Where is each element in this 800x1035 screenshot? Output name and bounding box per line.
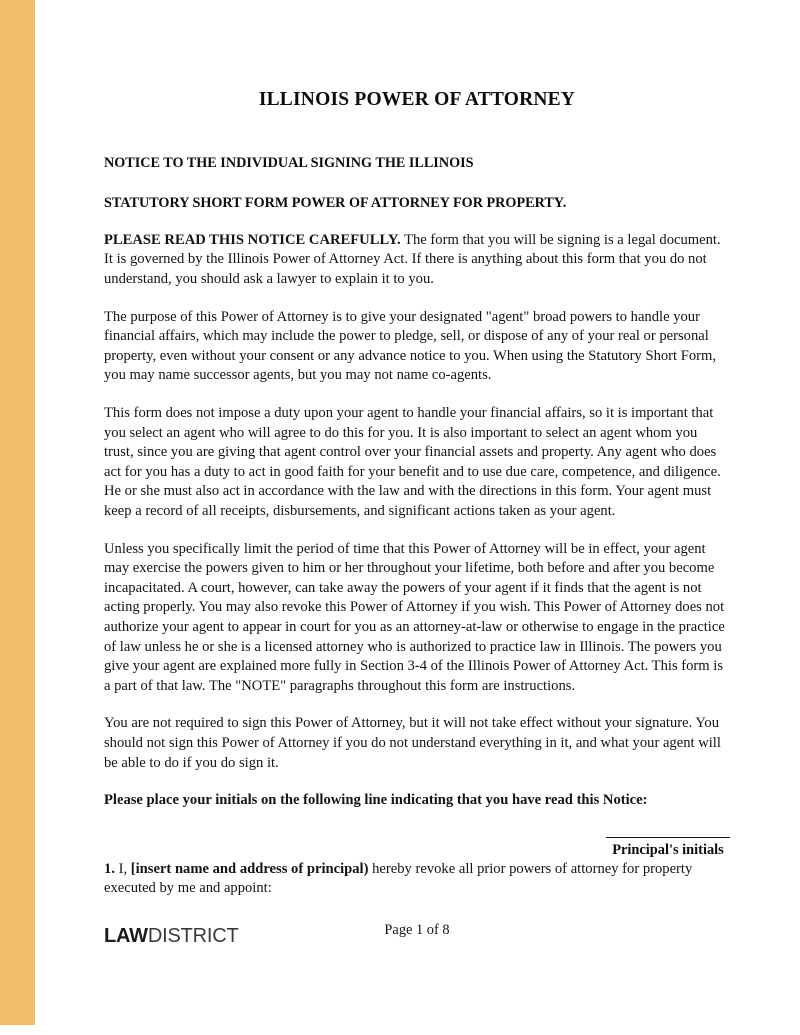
clause-one	[104, 860, 730, 899]
page-title: ILLINOIS POWER OF ATTORNEY	[258, 89, 576, 110]
principal-initials-label: Principal's initials	[612, 841, 724, 858]
paragraph-signature-requirement: You are not required to sign this Power of Attorney, but it will not take effect without your signature. You should not sign this Power of Attorney if you do not understand everything in it, and what your agent will be able to do if you do sign it.	[104, 715, 721, 771]
notice-heading-line-1: NOTICE TO THE INDIVIDUAL SIGNING THE ILLINOIS	[104, 155, 474, 172]
clause-one-text-after: hereby revoke all prior powers of attorney for property executed by me and appoint:	[104, 860, 693, 897]
clause-one-text-before: I,	[114, 860, 131, 877]
decorative-accent-bar	[0, 0, 35, 1025]
paragraph-duration: Unless you specifically limit the period of time that this Power of Attorney will be in effect, your agent may exercise the powers given to him or her throughout your lifetime, both before and after you become incapacitated. A court, however, can take away the powers of your agent if it finds that the agent is not acting properly. You may also revoke this Power of Attorney if you wish. This Power of Attorney does not authorize your agent to appear in court for you as an attorney-at-law or otherwise to engage in the practice of law unless he or she is a licensed attorney who is authorized to practice law in Illinois. The powers you give your agent are explained more fully in Section 3-4 of the Illinois Power of Attorney Act. This form is a part of that law. The "NOTE" paragraphs throughout this form are instructions.	[104, 540, 725, 694]
paragraph-purpose: The purpose of this Power of Attorney is to give your designated "agent" broad powers to handle your financial affairs, which may include the power to pledge, sell, or dispose of any of your real or personal property, even without your consent or any advance notice to you. When using the Statutory Short Form, you may name successor agents, but you may not name co-agents.	[104, 308, 717, 384]
read-carefully-body: The form that you will be signing is a legal document. It is governed by the Illinois Power of Attorney Act. If there is anything about this form that you do not understand, you should ask a lawyer to explain it to you.	[104, 231, 721, 288]
notice-heading-line-2: STATUTORY SHORT FORM POWER OF ATTORNEY FOR PROPERTY.	[104, 195, 567, 212]
clause-one-principal-blank[interactable]: [insert name and address of principal)	[130, 860, 369, 877]
document-content	[104, 0, 730, 947]
paragraph-initials-instruction: Please place your initials on the following line indicating that you have read this Notice:	[104, 792, 648, 809]
read-carefully-lead: PLEASE READ THIS NOTICE CAREFULLY.	[104, 231, 401, 248]
logo-secondary-text: DISTRICT	[147, 924, 239, 947]
logo-primary-text: LAW	[104, 924, 148, 947]
paragraph-no-duty: This form does not impose a duty upon your agent to handle your financial affairs, so it is important that you select an agent who will agree to do this for you. It is also important to select an agent whom you trust, since you are giving that agent control over your financial assets and property. Any agent who does act for you has a duty to act in good faith for your benefit and to use due care, competence, and diligence. He or she must also act in accordance with the law and with the directions in this form. Your agent must keep a record of all receipts, disbursements, and significant actions taken as your agent.	[104, 405, 721, 520]
principal-initials-group	[606, 837, 730, 860]
paragraph-read-carefully	[104, 231, 730, 290]
principal-initials-block	[104, 837, 730, 860]
page-number-footer: Page 1 of 8	[384, 922, 450, 938]
clause-one-number: 1.	[104, 860, 115, 877]
